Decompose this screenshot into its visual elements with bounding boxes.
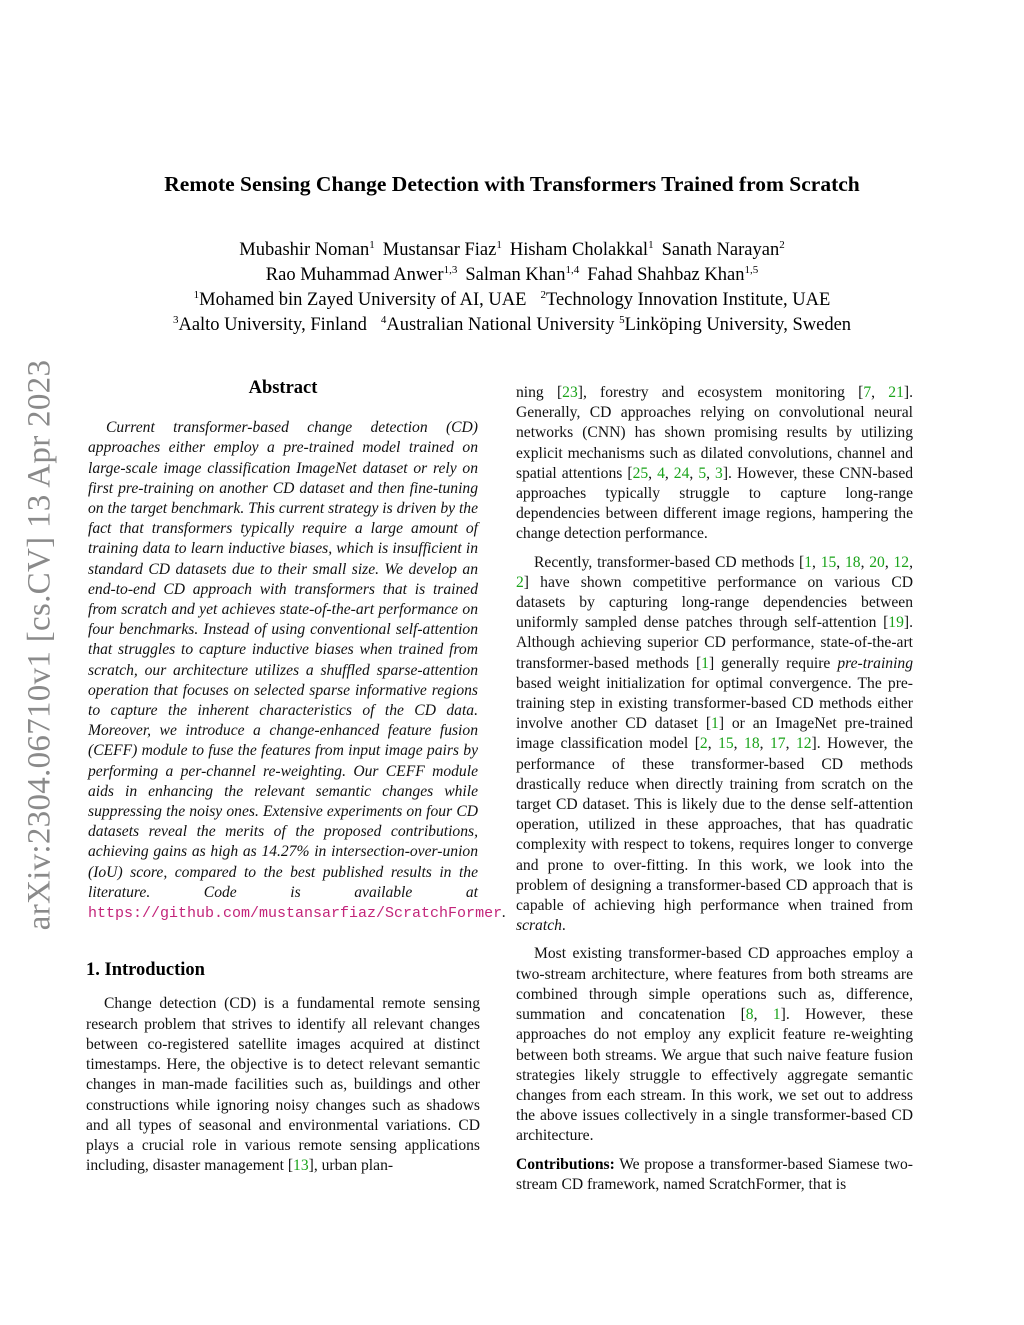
author-name: Sanath Narayan xyxy=(661,240,780,260)
affiliation: Aalto University, Finland xyxy=(178,315,367,335)
citation-link[interactable]: 8 xyxy=(745,1006,754,1024)
citation-link[interactable]: 5 xyxy=(698,464,707,482)
paragraph-text: Most existing transformer-based CD approaches employ a two-stream architecture, where features from both streams are combined through simple operations such as, difference, summation and concatenation xyxy=(516,945,913,1024)
affil-mark: 3 xyxy=(172,313,179,326)
affil-mark: 1 xyxy=(193,288,200,301)
citation-link[interactable]: 4 xyxy=(657,464,665,482)
citation-link[interactable]: 20 xyxy=(869,553,885,571)
paragraph-text: or an ImageNet pre-trained image classification model xyxy=(516,715,913,753)
section-heading-introduction: 1. Introduction xyxy=(86,960,205,981)
citation-link[interactable]: 21 xyxy=(888,384,904,401)
author-affil-mark: 1 xyxy=(648,238,654,251)
abstract-heading: Abstract xyxy=(248,378,318,398)
author-affil-mark: 2 xyxy=(779,238,785,251)
paragraph-text: generally require xyxy=(714,654,838,672)
author-name: Hisham Cholakkal xyxy=(509,240,649,260)
paragraph-text: ning xyxy=(516,384,557,401)
author-affil-mark: 1 xyxy=(496,238,502,251)
emphasis: pre-training xyxy=(837,654,913,672)
paragraph-text: based weight initialization for optimal convergence. The pre-training step in existing transformer-based CD methods either involve another CD dataset xyxy=(516,674,913,733)
citation-link[interactable]: 19 xyxy=(888,614,904,632)
paragraph-text: Change detection (CD) is a fundamental remote sensing research problem that strives to identify all relevant changes between co-registered satellite images acquired at distinct timestamps. Here, the objective is to detect relevant semantic changes in man-made facilities such as, buildings and other constructions while ignoring noisy changes such as shadows and all types of seasonal and environmental variations. CD plays a crucial role in various remote sensing applications including, disaster management xyxy=(86,995,480,1175)
paragraph-text: . However, the performance of these transformer-based CD methods drastically reduce when directly training from scratch on the target CD dataset. This is likely due to the dense self-attention operation, utilized in these approaches, that has quadratic complexity with respect to tokens, requires longer to converge and prone to over-fitting. In this work, we look into the problem of designing a transformer-based CD approach that is capable of achieving high performance when trained from xyxy=(516,735,914,915)
right-column xyxy=(516,383,913,1195)
author-affil-mark: 1,4 xyxy=(565,263,580,276)
paragraph-text: . However, these approaches do not employ any explicit feature re-weighting between both streams. We argue that such naive feature fusion strategies likely struggle to effectively aggregate semantic changes from each stream. In this work, we set out to address the above issues collectively in a single transformer-based CD architecture. xyxy=(516,1006,914,1145)
citation-link[interactable]: 13 xyxy=(293,1157,309,1175)
paragraph-text: . xyxy=(561,917,566,935)
abstract-body xyxy=(86,418,506,924)
citation-link[interactable]: 18 xyxy=(844,553,861,571)
citation-link[interactable]: 1 xyxy=(772,1006,781,1024)
author-line-1 xyxy=(0,238,1024,263)
citation-link[interactable]: 1 xyxy=(711,715,719,733)
affiliation: Linköping University, Sweden xyxy=(624,315,852,335)
author-name: Fahad Shahbaz Khan xyxy=(587,265,745,285)
affiliation: Australian National University xyxy=(386,315,615,335)
intro-paragraph-1-cont: ning [23], forestry and ecosystem monitoring [7, 21]. Generally, CD approaches relying on convolutional neural networks (CNN) has shown promising results by utilizing explicit mechanisms such as dilated convolutions, channel and spatial attentions [25, 4, 24, 5, 3]. However, these CNN-based approaches typically struggle to capture long-range dependencies between different image regions, hampering the change detection performance. xyxy=(516,384,914,543)
paragraph-text: . Generally, CD approaches relying on convolutional neural networks (CNN) has shown promising results by utilizing explicit mechanisms such as dilated convolutions, channel and spatial attentions xyxy=(516,384,913,482)
paragraph-text: . Although achieving superior CD performance, state-of-the-art transformer-based methods xyxy=(516,614,913,672)
contributions-paragraph xyxy=(516,1155,913,1195)
abstract-end: . xyxy=(502,904,506,922)
code-link[interactable]: https://github.com/mustansarfiaz/ScratchFormer xyxy=(88,905,503,923)
citation-link[interactable]: 3 xyxy=(715,464,723,482)
affil-mark: 4 xyxy=(380,313,387,326)
author-affil-mark: 1,3 xyxy=(443,263,458,276)
author-name: Mubashir Noman xyxy=(239,240,370,260)
citation-link[interactable]: 1 xyxy=(804,553,813,571)
affiliation: Mohamed bin Zayed University of AI, UAE xyxy=(199,290,527,310)
affiliation-line-2 xyxy=(0,313,1024,338)
arxiv-side-stamp xyxy=(6,350,74,940)
intro-paragraph-2: Recently, transformer-based CD methods [1, 15, 18, 20, 12, 2] have shown competitive performance on various CD datasets by capturing long-range dependencies between uniformly sampled dense patches through self-attention [19]. Although achieving superior CD performance, state-of-the-art transformer-based methods [1] generally require pre-training based weight initialization for optimal convergence. The pre-training step in existing transformer-based CD methods either involve another CD dataset [1] or an ImageNet pre-trained image classification model [2, 15, 18, 17, 12]. However, the performance of these transformer-based CD methods drastically reduce when directly training from scratch on the target CD dataset. This is likely due to the dense self-attention operation, utilized in these approaches, that has quadratic complexity with respect to tokens, requires longer to converge and prone to over-fitting. In this work, we look into the problem of designing a transformer-based CD approach that is capable of achieving high performance when trained from scratch. xyxy=(516,553,914,935)
citation-link[interactable]: 24 xyxy=(673,464,690,482)
left-column xyxy=(86,378,506,1176)
emphasis: scratch xyxy=(516,917,562,935)
citation-link[interactable]: 25 xyxy=(632,464,649,482)
contributions-label: Contributions: xyxy=(516,1155,615,1173)
paragraph-text: , forestry and ecosystem monitoring xyxy=(582,384,859,401)
paragraph-text: We propose a transformer-based Siamese two-stream CD framework, named ScratchFormer, that is xyxy=(516,1155,913,1193)
author-block xyxy=(0,238,1024,338)
author-name: Salman Khan xyxy=(465,265,566,285)
affil-mark: 2 xyxy=(540,288,546,301)
citation-link[interactable]: 18 xyxy=(744,735,760,753)
paragraph-text: , urban plan- xyxy=(313,1157,394,1175)
abstract-text: Current transformer-based change detection (CD) approaches either employ a pre-trained model trained on large-scale image classification ImageNet dataset or rely on first pre-training on another CD dataset and then fine-tuning on the target benchmark. This current strategy is driven by the fact that transformers typically require a large amount of training data to learn inductive biases, which is insufficient in standard CD datasets due to their small size. We develop an end-to-end CD approach with transformers that is trained from scratch and yet achieves state-of-the-art performance on four benchmarks. Instead of using conventional self-attention that struggles to capture inductive biases when trained from scratch, our architecture utilizes a shuffled sparse-attention operation that focuses on selected sparse informative regions to capture the inherent characteristics of the CD data. Moreover, we introduce a change-enhanced feature fusion (CEFF) module to fuse the features from input image pairs by performing a per-channel re-weighting. Our CEFF module aids in enhancing the relevant semantic changes while suppressing the noisy ones. Extensive experiments on four CD datasets reveal the merits of the proposed contributions, achieving gains as high as 14.27% in intersection-over-union (IoU) score, compared to the best published results in the literature. Code is available at xyxy=(88,419,478,901)
citation-link[interactable]: 7 xyxy=(863,384,872,401)
intro-paragraph-1: Change detection (CD) is a fundamental remote sensing research problem that strives to identify all relevant changes between co-registered satellite images acquired at distinct timestamps. Here, the objective is to detect relevant semantic changes in man-made facilities such as, buildings and other constructions while ignoring noisy changes such as shadows and all types of seasonal and environmental variations. CD plays a crucial role in various remote sensing applications including, disaster management [13], urban plan- xyxy=(86,995,480,1175)
paragraph-text: have shown competitive performance on various CD datasets by capturing long-range dependencies between uniformly sampled dense patches through self-attention xyxy=(516,573,913,632)
author-name: Rao Muhammad Anwer xyxy=(265,265,444,285)
citation-link[interactable]: 23 xyxy=(562,384,578,401)
affiliation-line-1 xyxy=(0,288,1024,313)
affiliation: Technology Innovation Institute, UAE xyxy=(545,290,831,310)
paragraph-text: Recently, transformer-based CD methods xyxy=(534,553,800,571)
paragraph-text: . However, these CNN-based approaches typically struggle to capture long-range dependencies between different image regions, hampering the change detection performance. xyxy=(516,464,914,543)
citation-link[interactable]: 12 xyxy=(795,735,812,753)
citation-link[interactable]: 15 xyxy=(718,735,734,753)
affil-mark: 5 xyxy=(619,313,625,326)
citation-link[interactable]: 17 xyxy=(769,735,786,753)
citation-link[interactable]: 2 xyxy=(699,735,708,753)
citation-link[interactable]: 15 xyxy=(820,553,837,571)
citation-link[interactable]: 12 xyxy=(893,553,910,571)
citation-link[interactable]: 2 xyxy=(516,573,524,591)
arxiv-identifier: arXiv:2304.06710v1 [cs.CV] 13 Apr 2023 xyxy=(21,359,58,931)
author-name: Mustansar Fiaz xyxy=(382,240,497,260)
citation-link[interactable]: 1 xyxy=(701,654,709,672)
intro-paragraph-3: Most existing transformer-based CD approaches employ a two-stream architecture, where features from both streams are combined through simple operations such as, difference, summation and concatenation [8, 1]. However, these approaches do not employ any explicit feature re-weighting between both streams. We argue that such naive feature fusion strategies likely struggle to effectively aggregate semantic changes from each stream. In this work, we set out to address the above issues collectively in a single transformer-based CD architecture. xyxy=(516,945,914,1145)
author-affil-mark: 1 xyxy=(369,238,375,251)
author-affil-mark: 1,5 xyxy=(744,263,759,276)
author-line-2 xyxy=(0,263,1024,288)
paper-title: Remote Sensing Change Detection with Transformers Trained from Scratch xyxy=(164,172,860,196)
